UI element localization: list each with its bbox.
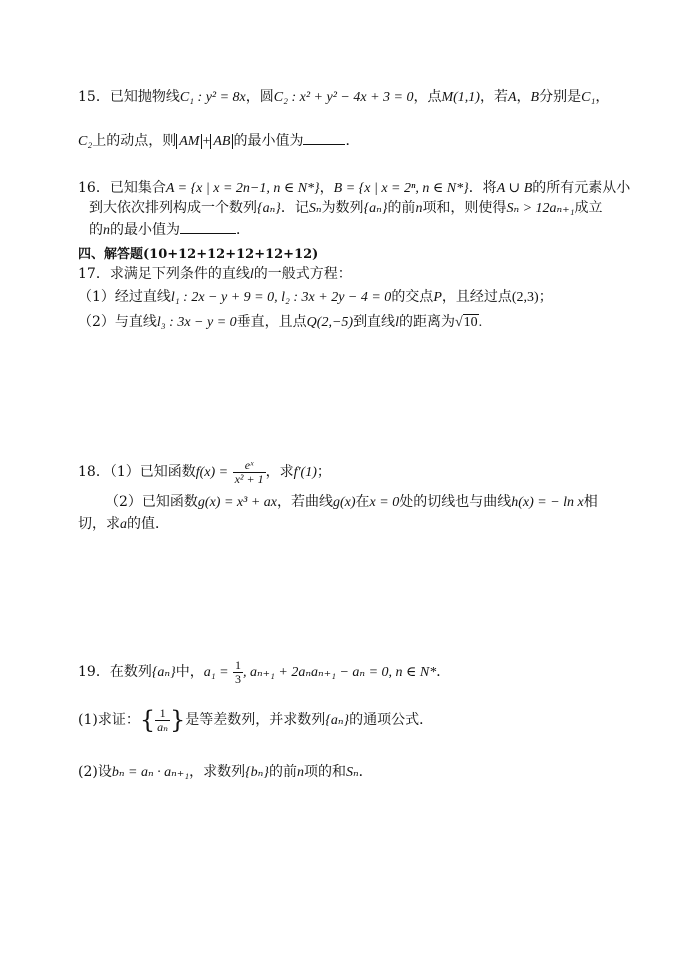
q18-text: 18．（1）已知函数 [78,464,196,480]
q15-parabola-eq: C₁ : y² = 8x [179,90,246,105]
q17-lines-l1-l2: l₁ : 2x − y + 9 = 0, l₂ : 3x + 2y − 4 = 0 [170,290,392,305]
q16-set-a: A = {x | x = 2n−1, n ∈ N*} [165,181,320,196]
q17-text: ，且经过点 [441,289,512,305]
q18-gx: g(x) = x³ + ax [197,495,277,510]
q15-circle-eq: C₂ : x² + y² − 4x + 3 = 0 [273,90,414,105]
q19-bn: bₙ = aₙ · aₙ₊₁ [111,765,190,780]
q19-text: 的通项公式． [349,712,434,728]
q19-bn-seq: {bₙ} [245,765,269,780]
q16-inequality: Sₙ > 12aₙ₊₁ [506,201,575,216]
q17-sqrt: √10 [454,315,478,330]
q19-text: (1)求证： [78,712,140,728]
q17-part2 [78,313,482,332]
q19-text: 中， [175,664,204,680]
q15-line2 [78,130,359,151]
q16-union: A ∪ B [496,181,533,196]
q16-text: ， [319,180,334,196]
q16-text: 的前 [387,200,416,216]
q19-n: n [296,765,304,780]
q19-frac-den: 3 [234,671,241,686]
q16-text: 的 [89,222,103,238]
q19-a1-fraction [233,659,243,686]
q16-text: 的最小值为 [110,222,180,238]
q18-fraction [233,459,266,486]
q19-frac-den: aₙ [157,719,168,734]
q15-point-m: M(1,1) [441,90,480,105]
q18-text: 相 [583,494,598,510]
q18-text: ，若曲线 [276,494,333,510]
q16-text: 成立 [574,200,603,216]
q18-text: 在 [355,494,370,510]
q17-text: （1）经过直线 [78,289,171,305]
q16-line3 [89,219,250,240]
q15-text: ， [516,89,531,105]
q17-text: 的一般式方程： [253,266,352,282]
q19-seq: {aₙ} [151,665,176,680]
q17-point-q: Q(2,−5) [306,315,354,330]
q17-text: 的距离为 [398,314,455,330]
q19-text: 19．在数列 [78,664,152,680]
q19-part2 [78,763,373,782]
q18-gx: g(x) [332,495,356,510]
q19-text: 项的和 [303,764,346,780]
q16-text: ．将 [468,180,497,196]
q17-point-p: P [433,290,442,305]
q17-sqrt-radicand: 10 [463,315,478,330]
q15-c2: C₂ [78,134,93,149]
q15-text: ，若 [479,89,508,105]
q15-line1 [78,88,609,107]
q18-fx: f(x) = [195,465,229,480]
q19-a1: a₁ = [203,665,229,680]
q17-point: (2,3) [511,290,539,305]
q19-stem [78,656,450,689]
q16-seq: {aₙ} [363,201,388,216]
q17-text: ； [538,289,553,305]
q16-n: n [103,223,110,238]
q17-text: 到直线 [353,314,396,330]
q16-text: 16．已知集合 [78,180,166,196]
q19-text: (2)设 [78,764,112,780]
q15-var-b: B [530,90,540,105]
q18-text: ，求 [265,464,294,480]
q15-text: ， [595,89,610,105]
q18-a: a [120,517,127,532]
q16-text: ．记 [280,200,309,216]
q19-text: 的前 [268,764,297,780]
q19-sn: Sₙ [345,765,359,780]
q19-frac-num: 1 [155,707,170,721]
q16-set-b: B = {x | x = 2ⁿ, n ∈ N*} [333,181,469,196]
q15-var-a: A [507,90,517,105]
q19-recurrence: , aₙ₊₁ + 2aₙaₙ₊₁ − aₙ = 0, n ∈ N* [242,665,437,680]
q17-stem [78,265,352,284]
q19-inv-fraction [155,707,170,734]
q18-part2-cont [78,515,169,534]
q18-text: 切，求 [78,516,120,532]
q19-seq: {aₙ} [325,713,350,728]
q16-text: 为数列 [321,200,364,216]
q18-text: 处的切线也与曲线 [399,494,512,510]
q15-text: ，点 [413,89,442,105]
q17-line-l3: l₃ : 3x − y = 0 [156,315,237,330]
q15-text: 15．已知抛物线 [78,89,180,105]
q19-text: ． [358,764,373,780]
q15-text: 上的动点，则 [92,133,177,149]
q17-text: 的交点 [391,289,434,305]
q15-text: 的最小值为 [233,133,304,149]
q18-text: 的值． [127,516,169,532]
q19-text: ，求数列 [189,764,246,780]
q15-abs-am: AM [176,134,202,149]
q18-part2 [105,493,598,512]
q16-text: ． [236,222,250,238]
q16-seq: {aₙ} [257,201,281,216]
q19-text: 是等差数列，并求数列 [185,712,326,728]
q17-line-l: l [249,267,254,282]
q16-answer-blank[interactable] [180,219,236,234]
q16-text: 到大依次排列构成一个数列 [89,200,257,216]
q19-frac-num: 1 [234,657,241,672]
q18-frac-num: eˣ [233,459,266,473]
q17-text: 垂直，且点 [236,314,307,330]
q17-text: . [478,315,483,330]
q15-plus: + [202,134,211,149]
q16-n: n [415,201,423,216]
q15-answer-blank[interactable] [303,130,345,145]
q16-line1 [78,179,630,198]
q15-c1: C₁ [581,90,596,105]
q17-line-l: l [395,315,399,330]
q15-text: ，圆 [245,89,274,105]
q17-text: 17．求满足下列条件的直线 [78,266,250,282]
section-heading: 四、解答题(10+12+12+12+12+12) [78,247,319,262]
q17-part1 [78,288,553,307]
q19-right-brace: } [170,706,186,734]
q18-hx: h(x) = − ln x [511,495,584,510]
q16-line2 [89,199,603,218]
q18-text: （2）已知函数 [105,494,198,510]
q18-part1 [78,457,331,488]
q18-fprime: f′(1) [293,465,317,480]
q15-text: ． [345,133,360,149]
q16-sn: Sₙ [308,201,322,216]
q19-part1 [78,703,433,738]
q16-text: 项和，则使得 [422,200,507,216]
q18-x0: x = 0 [369,495,400,510]
q17-text: （2）与直线 [78,314,157,330]
q19-left-brace: { [139,706,156,734]
q15-abs-ab: AB [210,134,233,149]
q18-frac-den: x² + 1 [234,471,264,486]
q16-text: 的所有元素从小 [532,180,631,196]
q15-text: 分别是 [539,89,582,105]
q18-text: ； [316,464,331,480]
q19-text: ． [436,664,451,680]
